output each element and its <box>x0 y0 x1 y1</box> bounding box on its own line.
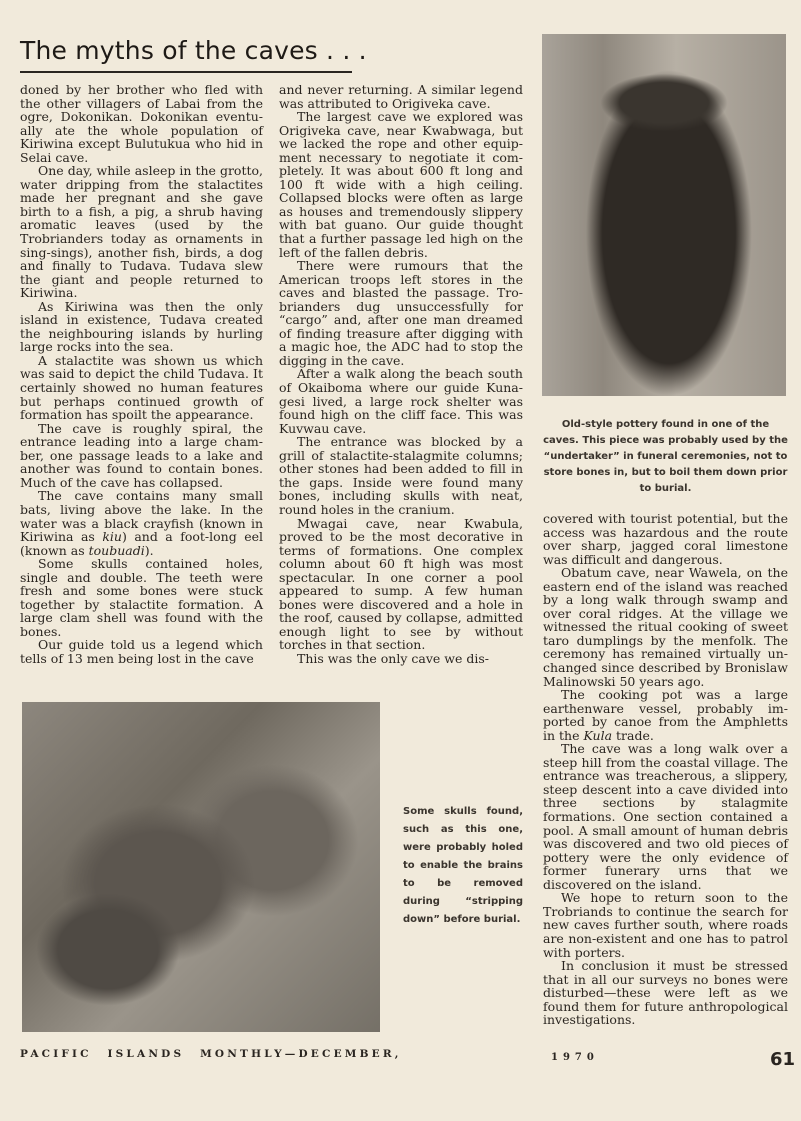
paragraph: The cave is roughly spiral, the entrance leading into a large chamber, one passage leads to a lake and another was found to contain bones. Much of the cave has collapsed. <box>20 420 263 490</box>
magazine-footer: PACIFIC ISLANDS MONTHLY—DECEMBER, <box>20 1048 402 1060</box>
paragraph <box>20 489 263 557</box>
text-run: ). <box>144 542 154 558</box>
article-column-1 <box>20 83 263 666</box>
skull-photo <box>22 702 380 1032</box>
text-run: The cooking pot was a large earthenware vessel, probably imported by canoe from the Amphletts in the <box>543 687 788 743</box>
paragraph: A stalactite was shown us which was said to depict the child Tudava. It certainly showed no human features but perhaps continued growth of formation has spoilt the appearance. <box>20 352 263 423</box>
footer-year: 1970 <box>551 1052 599 1063</box>
text-run: trade. <box>612 727 654 743</box>
paragraph: doned by her brother who fled with the other villagers of Labai from the ogre, Dokonikan. Dokonikan eventually ate the whole population of Kiriwina except Bulutukua who hid in Selai cave. <box>20 82 263 165</box>
title-underline <box>20 71 352 73</box>
pottery-photo-caption: Old-style pottery found in one of the caves. This piece was probably used by the “undertaker” in funeral ceremonies, not to store bones in, but to boil them down prior to burial. <box>543 419 788 494</box>
paragraph: There were rumours that the American troops left stores in the caves and blasted the passage. Trobrianders dug unsuccessfully for “cargo” and, after one man dreamed of finding treasure after digging with a magic hoe, the ADC had to stop the digging in the cave. <box>279 258 523 368</box>
paragraph: The entrance was blocked by a grill of stalactite-stalagmite columns; other stones had been added to fill in the gaps. Inside were found many bones, including skulls with neat, round holes in the cranium. <box>279 434 523 517</box>
paragraph: The largest cave we explored was Origiveka cave, near Kwabwaga, but we lacked the rope and other equipment necessary to negotiate it completely. It was about 600 ft long and 100 ft wide with a high ceiling. Collapsed blocks were often as large as houses and tremendously slippery with bat guano. Our guide thought that a further passage led high on the left of the fallen debris. <box>279 109 523 260</box>
article-column-2 <box>279 83 523 666</box>
pottery-photo <box>542 34 786 396</box>
paragraph: Obatum cave, near Wawela, on the eastern end of the island was reached by a long walk through swamp and over coral ridges. At the village we witnessed the ritual cooking of sweet taro dumplings by the menfolk. The ceremony has remained virtually unchanged since described by Bronislaw Malinowski 50 years ago. <box>543 565 788 689</box>
italic-term: kiu <box>102 529 122 545</box>
text-run: ) and a foot-long eel (known as <box>20 529 263 558</box>
italic-term: Kula <box>583 727 613 743</box>
paragraph: The cave was a long walk over a steep hill from the coastal village. The entrance was treacherous, a slippery, steep descent into a cave divided into three sections by stalagmite formations. One section contained a pool. A small amount of human debris was discovered and two old pieces of pottery were the only evidence of former funerary urns that we discovered on the island. <box>543 741 788 892</box>
paragraph: Some skulls contained holes, single and double. The teeth were fresh and some bones were stuck together by stalactite formation. A large clam shell was found with the bones. <box>20 556 263 639</box>
paragraph: One day, while asleep in the grotto, water dripping from the stalactites made her pregnant and she gave birth to a fish, a pig, a shrub having aromatic leaves (used by the Trobrianders today as ornaments in sing-sings), another fish, birds, a dog and finally to Tudava. Tudava slew the giant and people returned to Kiriwina. <box>20 163 263 301</box>
paragraph: and never returning. A similar legend was attributed to Origiveka cave. <box>279 82 523 111</box>
paragraph <box>543 688 788 742</box>
italic-term: toubuadi <box>88 542 145 558</box>
paragraph: Our guide told us a legend which tells of 13 men being lost in the cave <box>20 637 263 666</box>
paragraph: As Kiriwina was then the only island in existence, Tudava created the neighbouring islands by hurling large rocks into the sea. <box>20 298 263 355</box>
paragraph: Mwagai cave, near Kwabula, proved to be the most decorative in terms of formations. One complex column about 60 ft high was most spectacular. In one corner a pool appeared to sump. A few human bones were discovered and a hole in the roof, caused by collapse, admitted enough light to see by without torches in that section. <box>279 515 523 653</box>
paragraph: This was the only cave we dis- <box>297 650 489 666</box>
skull-photo-caption: Some skulls found, such as this one, were probably holed to enable the brains to be removed during “stripping down” before burial. <box>403 806 523 925</box>
paragraph: covered with tourist potential, but the access was hazardous and the route over sharp, jagged coral limestone was difficult and dangerous. <box>543 511 788 567</box>
page-number: 61 <box>770 1049 796 1070</box>
paragraph: After a walk along the beach south of Okaiboma where our guide Kunagesi lived, a large rock shelter was found high on the cliff face. This was Kuvwau cave. <box>279 366 523 436</box>
page-title: The myths of the caves . . . <box>20 36 367 65</box>
text-run: The cave contains many small bats, living above the lake. In the water was a black crayfish (known in Kiriwina as <box>20 488 263 545</box>
article-column-3 <box>543 512 788 1027</box>
paragraph: We hope to return soon to the Trobriands to continue the search for new caves further south, where roads are non-existent and one has to patrol with porters. <box>543 890 788 960</box>
paragraph: In conclusion it must be stressed that in all our surveys no bones were disturbed—these were left as we found them for future anthropological investigations. <box>543 958 788 1028</box>
